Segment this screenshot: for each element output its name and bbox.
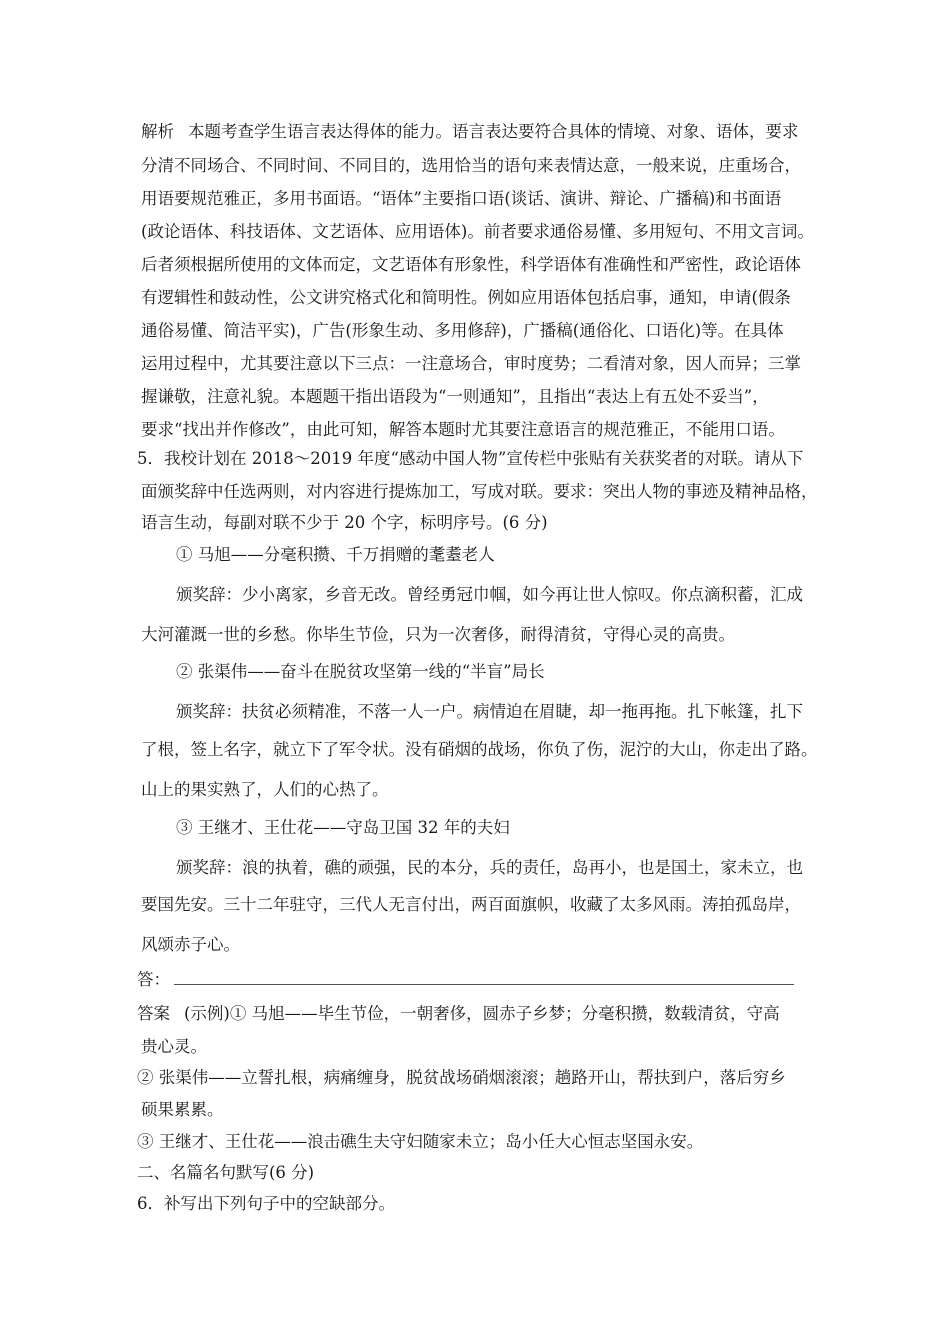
section-heading: 二、名篇名句默写(6 分) [137,1163,315,1182]
answer-prompt-line [137,969,794,991]
analysis-line: 后者须根据所使用的文体而定，文艺语体有形象性，科学语体有准确性和严密性，政论语体 [141,255,801,274]
analysis-label: 解析 [141,122,174,141]
award-citation-line: 大河灌溉一世的乡愁。你毕生节俭，只为一次奢侈，耐得清贫，守得心灵的高贵。 [141,625,735,644]
answer-line [137,1003,780,1025]
analysis-line: 要求“找出并作修改”，由此可知，解答本题时尤其要注意语言的规范雅正，不能用口语。 [141,420,785,439]
award-item-title: ① 马旭——分毫积攒、千万捐赠的耄耋老人 [176,545,495,564]
analysis-line: 运用过程中，尤其要注意以下三点：一注意场合，审时度势；二看清对象，因人而异；三掌 [141,354,801,373]
award-item-title: ② 张渠伟——奋斗在脱贫攻坚第一线的“半盲”局长 [176,662,545,681]
award-citation-line: 颁奖辞：扶贫必须精准，不落一人一户。病情迫在眉睫，却一拖再拖。扎下帐篷，扎下 [176,702,803,721]
award-citation-line: 要国先安。三十二年驻守，三代人无言付出，两百面旗帜，收藏了太多风雨。涛拍孤岛岸， [141,895,801,914]
analysis-line: (政论语体、科技语体、文艺语体、应用语体)。前者要求通俗易懂、多用短句、不用文言词。 [141,222,814,241]
award-item-title: ③ 王继才、王仕花——守岛卫国 32 年的夫妇 [176,818,510,837]
question6-text: 6．补写出下列句子中的空缺部分。 [137,1194,395,1213]
analysis-line [141,121,799,143]
award-citation-line: 山上的果实熟了，人们的心热了。 [141,780,389,799]
answer-prompt: 答： [137,970,170,989]
question5-line: 语言生动，每副对联不少于 20 个字，标明序号。(6 分) [141,513,548,532]
analysis-line: 分清不同场合、不同时间、不同目的，选用恰当的语句来表情达意，一般来说，庄重场合， [141,156,801,175]
answer-line: 硕果累累。 [141,1100,224,1119]
answer-text: (示例)① 马旭——毕生节俭，一朝奢侈，圆赤子乡梦；分毫积攒，数载清贫，守高 [184,1004,780,1023]
analysis-line: 握谦敬，注意礼貌。本题题干指出语段为“一则通知”，且指出“表达上有五处不妥当”， [141,387,769,406]
analysis-text: 本题考查学生语言表达得体的能力。语言表达要符合具体的情境、对象、语体，要求 [188,122,799,141]
award-citation-line: 风颂赤子心。 [141,935,240,954]
answer-line: 贵心灵。 [141,1037,207,1056]
answer-blank[interactable] [174,970,794,985]
award-citation-line: 颁奖辞：少小离家，乡音无改。曾经勇冠巾帼，如今再让世人惊叹。你点滴积蓄，汇成 [176,585,803,604]
analysis-line: 有逻辑性和鼓动性，公文讲究格式化和简明性。例如应用语体包括启事，通知，申请(假条 [141,288,791,307]
analysis-line: 用语要规范雅正，多用书面语。“语体”主要指口语(谈话、演讲、辩论、广播稿)和书面语 [141,189,782,208]
analysis-line: 通俗易懂、简洁平实)，广告(形象生动、多用修辞)，广播稿(通俗化、口语化)等。在具体 [141,321,784,340]
award-citation-line: 颁奖辞：浪的执着，礁的顽强，民的本分，兵的责任，岛再小，也是国土，家未立，也 [176,858,803,877]
award-citation-line: 了根，签上名字，就立下了军令状。没有硝烟的战场，你负了伤，泥泞的大山，你走出了路。 [141,740,818,759]
answer-line: ② 张渠伟——立誓扎根，病痛缠身，脱贫战场硝烟滚滚；趟路开山，帮扶到户，落后穷乡 [137,1068,786,1087]
answer-label: 答案 [137,1004,170,1023]
answer-line: ③ 王继才、王仕花——浪击礁生夫守妇随家未立；岛小任大心恒志坚国永安。 [137,1132,704,1151]
question5-line: 面颁奖辞中任选两则，对内容进行提炼加工，写成对联。要求：突出人物的事迹及精神品格， [141,482,818,501]
question5-line: 5．我校计划在 2018～2019 年度“感动中国人物”宣传栏中张贴有关获奖者的对联。请从下 [137,449,804,468]
